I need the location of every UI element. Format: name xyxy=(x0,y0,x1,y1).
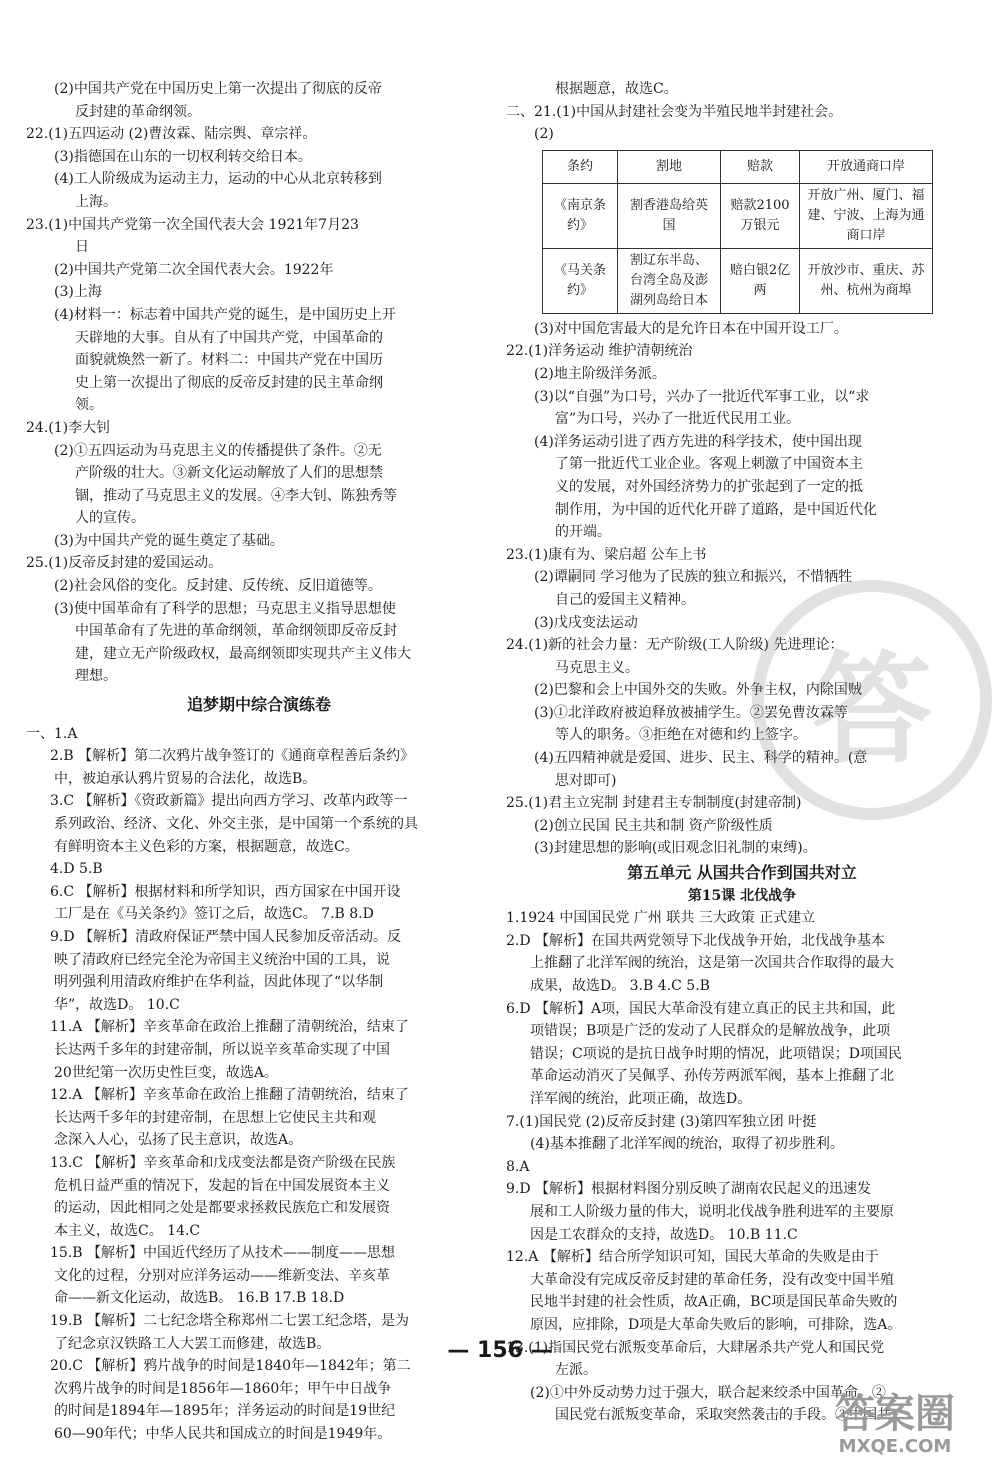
answer-line: (3)戊戌变法运动 xyxy=(534,614,638,631)
answer-line: 13.(1)指国民党右派叛变革命后，大肆屠杀共产党人和国民党 xyxy=(506,1339,885,1356)
answer-line: 23.(1)中国共产党第一次全国代表大会 1921年7月23 xyxy=(26,216,359,233)
answer-line: (3)指德国在山东的一切权利转交给日本。 xyxy=(54,148,312,165)
answer-line: 成果，故选D。 3.B 4.C 5.B xyxy=(530,978,710,994)
answer-line: 22.(1)五四运动 (2)曹汝霖、陆宗舆、章宗祥。 xyxy=(26,126,317,143)
answer-line: 义的发展，对外国经济势力的扩张起到了一定的抵 xyxy=(555,478,863,495)
answer-line: 次鸦片战争的时间是1856年—1860年；甲午中日战争 xyxy=(54,1380,392,1397)
answer-line: (3)对中国危害最大的是允许日本在中国开设工厂。 xyxy=(534,320,848,337)
answer-line: 13.C 【解析】辛亥革命和戊戌变法都是资产阶级在民族 xyxy=(50,1154,396,1171)
answer-line: (2)创立民国 民主共和制 资产阶级性质 xyxy=(534,817,773,834)
answer-line: (2) xyxy=(534,126,554,143)
answer-line: 项错误；B项是广泛的发动了人民群众的是解放战争，此项 xyxy=(530,1023,891,1040)
answer-line: 洋军阀的统治，此项正确，故选D。 xyxy=(530,1090,752,1107)
answer-line: 60—90年代；中华人民共和国成立的时间是1949年。 xyxy=(54,1426,392,1443)
answer-line: 8.A xyxy=(506,1158,530,1175)
answer-line: 错误；C项说的是抗日战争时期的情况，此项错误；D项国民 xyxy=(530,1045,902,1062)
answer-line: (3)封建思想的影响(或旧观念旧礼制的束缚)。 xyxy=(534,840,817,857)
table-cell: 赔白银2亿两 xyxy=(721,248,800,313)
table-header-cell: 条约 xyxy=(543,150,618,183)
watermark-logo-text: 答案圈 xyxy=(835,1391,955,1437)
table-cell: 开放沙市、重庆、苏州、杭州为商埠 xyxy=(800,248,933,313)
answer-line: 2.B 【解析】第二次鸦片战争签订的《通商章程善后条约》 xyxy=(50,748,415,765)
answer-line: 革命运动消灭了吴佩孚、孙传芳两派军阀，基本上推翻了北 xyxy=(530,1068,894,1085)
answer-line: 25.(1)反帝反封建的爱国运动。 xyxy=(26,555,223,572)
answer-line: (2)巴黎和会上中国外交的失败。外争主权，内除国贼 xyxy=(534,682,862,699)
answer-line: 人的宣传。 xyxy=(75,510,145,527)
answer-line: (2)地主阶级洋务派。 xyxy=(534,365,666,382)
watermark-stamp: 答 xyxy=(752,580,992,820)
answer-line: 的时间是1894年—1895年；洋务运动的时间是19世纪 xyxy=(54,1403,396,1420)
table-cell: 《马关条约》 xyxy=(543,248,618,313)
answer-line: 二、21.(1)中国从封建社会变为半殖民地半封建社会。 xyxy=(506,103,843,120)
answer-line: 19.B 【解析】二七纪念塔全称郑州二七罢工纪念塔，是为 xyxy=(50,1313,410,1330)
answer-line: 了第一批近代工业企业。客观上刺激了中国资本主 xyxy=(555,456,863,473)
left-column xyxy=(26,78,492,1446)
answer-line: 面貌就焕然一新了。材料二：中国共产党在中国历 xyxy=(75,352,383,369)
answer-line: 9.D 【解析】根据材料图分别反映了湖南农民起义的迅速发 xyxy=(506,1181,872,1198)
watermark-logo xyxy=(800,1392,990,1458)
table-row xyxy=(543,248,933,313)
answer-line: 左派。 xyxy=(555,1362,597,1379)
answer-line: 7.(1)国民党 (2)反帝反封建 (3)第四军独立团 叶挺 xyxy=(506,1113,817,1130)
answer-line: (2)中国共产党第二次全国代表大会。1922年 xyxy=(54,261,334,278)
table-header-cell: 赔款 xyxy=(721,150,800,183)
answer-line: 12.A 【解析】结合所学知识可知，国民大革命的失败是由于 xyxy=(506,1249,879,1266)
answer-line: 等人的职务。③拒绝在对德和约上签字。 xyxy=(555,727,807,744)
answer-line: 24.(1)李大钊 xyxy=(26,419,111,436)
answer-line: 民地半封建的社会性质，故A正确，BC项是国民革命失败的 xyxy=(530,1294,898,1311)
answer-line: (3)上海 xyxy=(54,284,102,301)
answer-line: 6.C 【解析】根据材料和所学知识，西方国家在中国开设 xyxy=(50,883,401,900)
table-header-row xyxy=(543,150,933,183)
exam-title: 追梦期中综合演练卷 xyxy=(186,695,331,715)
answer-line: (3)以“自强”为口号，兴办了一批近代军事工业，以“求 xyxy=(534,388,870,405)
answer-line: 系列政治、经济、文化、外交主张，是中国第一个系统的具 xyxy=(54,816,418,832)
answer-line: (2)中国共产党在中国历史上第一次提出了彻底的反帝 xyxy=(54,81,382,97)
answer-line: 日 xyxy=(75,239,89,256)
answer-line: 20世纪第一次历史性巨变，故选A。 xyxy=(54,1064,278,1081)
table-header-cell: 割地 xyxy=(618,150,721,183)
answer-line: 工厂是在《马关条约》签订之后，故选C。 7.B 8.D xyxy=(54,906,374,923)
answer-line: (2)社会风俗的变化。反封建、反传统、反旧道德等。 xyxy=(54,578,382,595)
answer-line: (3)①北洋政府被迫释放被捕学生。②罢免曹汝霖等 xyxy=(534,704,848,721)
answer-line: 根据题意，故选C。 xyxy=(555,81,678,97)
answer-line: (4)工人阶级成为运动主力，运动的中心从北京转移到 xyxy=(54,171,382,188)
answer-line: 马克思主义。 xyxy=(555,659,639,676)
answer-line: 1.1924 中国国民党 广州 联共 三大政策 正式建立 xyxy=(506,910,816,927)
answer-line: 25.(1)君主立宪制 封建君主专制制度(封建帝制) xyxy=(506,795,802,812)
answer-line: 上海。 xyxy=(75,193,117,210)
answer-line: 20.C 【解析】鸦片战争的时间是1840年—1842年；第二 xyxy=(50,1358,411,1375)
answer-line: 自己的爱国主义精神。 xyxy=(555,591,695,608)
answer-line: 反封建的革命纲领。 xyxy=(75,103,201,120)
answer-line: 命——新文化运动，故选B。 16.B 17.B 18.D xyxy=(54,1290,345,1307)
watermark-url: MXQE.COM xyxy=(838,1436,952,1457)
answer-line: 因是工农群众的支持，故选D。 10.B 11.C xyxy=(530,1226,798,1243)
answer-line: (4)洋务运动引进了西方先进的科学技术，使中国出现 xyxy=(534,433,862,450)
answer-line: 思对即可) xyxy=(555,772,617,789)
answer-line: 明列强利用清政府维护在华利益，因此体现了“以华制 xyxy=(54,974,384,991)
answer-line: 念深入人心，弘扬了民主意识，故选A。 xyxy=(54,1132,303,1149)
answer-line: 2.D 【解析】在国共两党领导下北伐战争开始，北伐战争基本 xyxy=(506,932,886,949)
answer-line: 3.C 【解析】《资政新篇》提出向西方学习、改革内政等一 xyxy=(50,793,408,810)
answer-line: 制作用，为中国的近代化开辟了道路，是中国近代化 xyxy=(555,501,877,518)
answer-line: 中国革命有了先进的革命纲领，革命纲领即反帝反封 xyxy=(75,623,397,640)
answer-line: (2)①中外反动势力过于强大，联合起来绞杀中国革命。② xyxy=(530,1384,886,1401)
answer-line: 理想。 xyxy=(75,668,117,685)
answer-line: 展和工人阶级力量的伟大，说明北伐战争胜利进军的主要原 xyxy=(530,1203,894,1220)
answer-line: 文化的过程，分别对应洋务运动——维新变法、辛亥革 xyxy=(54,1267,390,1284)
answer-line: 富”为口号，兴办了一批近代民用工业。 xyxy=(555,411,801,428)
answer-line: 一、1.A xyxy=(26,725,78,742)
table-cell: 割香港岛给英国 xyxy=(618,183,721,248)
answer-line: 12.A 【解析】辛亥革命在政治上推翻了清朝统治，结束了 xyxy=(50,1087,409,1104)
table-cell: 赔款2100万银元 xyxy=(721,183,800,248)
answer-line: (4)基本推翻了北洋军阀的统治，取得了初步胜利。 xyxy=(530,1136,844,1153)
answer-line: (2)谭嗣同 学习他为了民族的独立和振兴，不惜牺牲 xyxy=(534,569,853,586)
answer-line: 华”，故选D。 10.C xyxy=(54,996,180,1013)
answer-line: 22.(1)洋务运动 维护清朝统治 xyxy=(506,343,693,360)
table-row xyxy=(543,183,933,248)
table-header-cell: 开放通商口岸 xyxy=(800,150,933,183)
table-cell: 开放广州、厦门、福建、宁波、上海为通商口岸 xyxy=(800,183,933,248)
page-number: — 156 — xyxy=(447,1338,553,1363)
answer-line: 的运动，因此相同之处是都要求拯救民族危亡和发展资 xyxy=(54,1200,390,1217)
table-cell: 《南京条约》 xyxy=(543,183,618,248)
answer-line: (4)材料一：标志着中国共产党的诞生，是中国历史上开 xyxy=(54,306,396,323)
answer-line: 产阶级的壮大。③新文化运动解放了人们的思想禁 xyxy=(75,465,383,482)
answer-line: (3)为中国共产党的诞生奠定了基础。 xyxy=(54,532,284,549)
answer-line: 24.(1)新的社会力量：无产阶级(工人阶级) 先进理论： xyxy=(506,637,844,654)
answer-line: 长达两千多年的封建帝制，在思想上它使民主共和观 xyxy=(54,1109,376,1126)
answer-line: 建，建立无产阶级政权，最高纲领即实现共产主义伟大 xyxy=(75,645,411,662)
answer-line: (3)使中国革命有了科学的思想；马克思主义指导思想使 xyxy=(54,600,396,617)
answer-line: 映了清政府已经完全沦为帝国主义统治中国的工具，说 xyxy=(54,951,390,968)
table-cell: 割辽东半岛、台湾全岛及澎湖列岛给日本 xyxy=(618,248,721,313)
answer-line: 长达两千多年的封建帝制，所以说辛亥革命实现了中国 xyxy=(54,1041,390,1058)
answer-line: 危机日益严重的情况下，发起的旨在中国发展资本主义 xyxy=(54,1177,390,1194)
answer-line: 11.A 【解析】辛亥革命在政治上推翻了清朝统治，结束了 xyxy=(50,1019,409,1036)
answer-line: 有鲜明资本主义色彩的方案，根据题意，故选C。 xyxy=(54,838,359,855)
answer-line: 原因，应排除，D项是大革命失败后的影响，可排除，选A。 xyxy=(530,1316,902,1333)
answer-line: 锢，推动了马克思主义的发展。④李大钊、陈独秀等 xyxy=(75,487,397,504)
answer-line: 天辟地的大事。自从有了中国共产党，中国革命的 xyxy=(75,329,383,346)
answer-line: (2)①五四运动为马克思主义的传播提供了条件。②无 xyxy=(54,442,382,459)
treaty-table xyxy=(542,150,933,314)
answer-line: 6.D 【解析】A项，国民大革命没有建立真正的民主共和国，此 xyxy=(506,1000,896,1017)
answer-line: 领。 xyxy=(75,397,103,414)
right-answers-top xyxy=(506,78,978,146)
answer-line: 本主义，故选C。 14.C xyxy=(54,1222,201,1239)
unit-title: 第五单元 从国共合作到国共对立 xyxy=(627,863,857,883)
answer-line: 9.D 【解析】清政府保证严禁中国人民参加反帝活动。反 xyxy=(50,928,402,945)
left-answers-block xyxy=(26,78,492,688)
answer-line: 15.B 【解析】中国近代经历了从技术——制度——思想 xyxy=(50,1245,396,1262)
answer-line: 中，被迫承认鸦片贸易的合法化，故选B。 xyxy=(54,770,317,787)
answer-line: 国民党右派叛变革命，采取突然袭击的手段。③中国共 xyxy=(555,1407,891,1424)
answer-line: (4)五四精神就是爱国、进步、民主、科学的精神。(意 xyxy=(534,750,868,767)
answer-line: 了纪念京汉铁路工人大罢工而修建，故选B。 xyxy=(54,1335,331,1352)
lesson-title: 第15课 北伐战争 xyxy=(687,887,797,904)
answer-line: 大革命没有完成反帝反封建的革命任务，没有改变中国半殖 xyxy=(530,1271,894,1288)
answer-line: 上推翻了北洋军阀的统治，这是第一次国共合作取得的最大 xyxy=(530,955,894,972)
answer-line: 4.D 5.B xyxy=(50,861,103,878)
answer-line: 23.(1)康有为、梁启超 公车上书 xyxy=(506,546,707,563)
answer-line: 的开端。 xyxy=(555,524,611,541)
answer-line: 史上第一次提出了彻底的反帝反封建的民主革命纲 xyxy=(75,374,383,391)
